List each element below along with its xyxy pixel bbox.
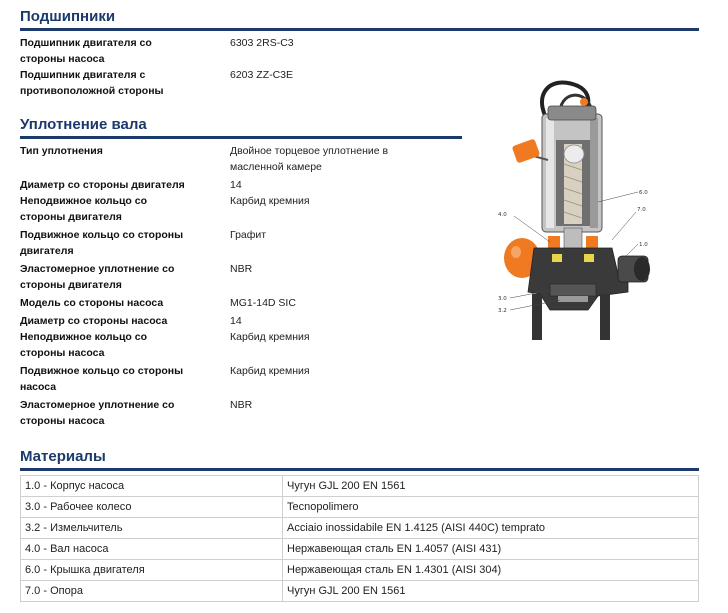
spec-value: Карбид кремния [230, 365, 310, 377]
table-row [21, 539, 699, 560]
spec-value: Графит [230, 229, 267, 241]
shaft-seal-section [20, 114, 462, 429]
material-value: Tecnopolimero [283, 497, 699, 518]
material-part: 6.0 - Крышка двигателя [21, 560, 283, 581]
cutter [558, 296, 588, 302]
spec-value: 14 [230, 179, 242, 191]
spec-label: стороны насоса [20, 53, 105, 65]
spec-row [20, 329, 462, 361]
spec-value: 6203 ZZ-C3E [230, 69, 294, 81]
callout-4-0: 4.0 [498, 212, 507, 218]
table-row [21, 581, 699, 602]
spec-label: Неподвижное кольцо со [20, 331, 148, 343]
spec-label: насоса [20, 381, 57, 393]
pump-cutaway-diagram [488, 78, 688, 348]
spec-value: 6303 2RS-C3 [230, 37, 294, 49]
spec-label: Подвижное кольцо со стороны [20, 229, 184, 241]
materials-table [20, 475, 699, 602]
spec-label: Эластомерное уплотнение со [20, 263, 175, 275]
spec-row [20, 295, 462, 311]
shaft-seal-table [20, 143, 462, 429]
table-row [21, 497, 699, 518]
spec-label: Диаметр со стороны двигателя [20, 179, 185, 191]
spec-label: Модель со стороны насоса [20, 297, 164, 309]
material-part: 3.0 - Рабочее колесо [21, 497, 283, 518]
spec-label: Тип уплотнения [20, 145, 103, 157]
spec-value: NBR [230, 399, 253, 411]
materials-title: Материалы [20, 448, 106, 465]
support-leg-right [600, 294, 610, 340]
spec-label: Подвижное кольцо со стороны [20, 365, 184, 377]
material-value: Нержавеющая сталь EN 1.4301 (AISI 304) [283, 560, 699, 581]
shaft-seal-title: Уплотнение вала [20, 116, 147, 133]
bearings-rule [20, 28, 699, 31]
spec-label: Диаметр со стороны насоса [20, 315, 168, 327]
spec-label: Подшипник двигателя со [20, 37, 152, 49]
spec-value: Двойное торцевое уплотнение в [230, 145, 389, 157]
spec-row [20, 177, 462, 193]
spec-label: Подшипник двигателя с [20, 69, 146, 81]
spec-row [20, 363, 462, 395]
spec-value: масленной камере [230, 161, 322, 173]
spec-row [20, 261, 462, 293]
top-cap [548, 106, 596, 120]
spec-row [20, 313, 462, 329]
spec-value: NBR [230, 263, 253, 275]
material-value: Чугун GJL 200 EN 1561 [283, 476, 699, 497]
material-part: 7.0 - Опора [21, 581, 283, 602]
material-value: Нержавеющая сталь EN 1.4057 (AISI 431) [283, 539, 699, 560]
spec-row [20, 193, 462, 225]
spec-label: противоположной стороны [20, 85, 164, 97]
callout-6-0: 6.0 [639, 190, 648, 196]
callout-7-0: 7.0 [637, 207, 646, 213]
spec-value: 14 [230, 315, 242, 327]
material-part: 1.0 - Корпус насоса [21, 476, 283, 497]
table-row [21, 476, 699, 497]
material-part: 4.0 - Вал насоса [21, 539, 283, 560]
callout-3-0: 3.0 [498, 296, 507, 302]
spec-value: Карбид кремния [230, 331, 310, 343]
spec-label: стороны насоса [20, 347, 105, 359]
spec-value: MG1-14D SIC [230, 297, 296, 309]
bearings-title: Подшипники [20, 8, 116, 25]
shaft-seal-rule [20, 136, 462, 139]
spec-label: двигателя [20, 245, 74, 257]
spec-label: Эластомерное уплотнение со [20, 399, 175, 411]
material-value: Acciaio inossidabile EN 1.4125 (AISI 440C) temprato [283, 518, 699, 539]
callout-3-2: 3.2 [498, 308, 507, 314]
spec-label: Неподвижное кольцо со [20, 195, 148, 207]
float-switch [512, 138, 541, 163]
spec-row [20, 35, 699, 67]
spec-row [20, 227, 462, 259]
callout-1-0: 1.0 [639, 242, 648, 248]
materials-rule [20, 468, 699, 471]
material-part: 3.2 - Измельчитель [21, 518, 283, 539]
spec-value: Карбид кремния [230, 195, 310, 207]
spec-label: стороны двигателя [20, 211, 122, 223]
spec-row [20, 397, 462, 429]
impeller [550, 284, 596, 296]
table-row [21, 518, 699, 539]
material-value: Чугун GJL 200 EN 1561 [283, 581, 699, 602]
support-leg-left [532, 294, 542, 340]
spec-label: стороны насоса [20, 415, 105, 427]
spec-label: стороны двигателя [20, 279, 122, 291]
spec-row [20, 143, 462, 175]
materials-section [20, 446, 699, 602]
table-row [21, 560, 699, 581]
